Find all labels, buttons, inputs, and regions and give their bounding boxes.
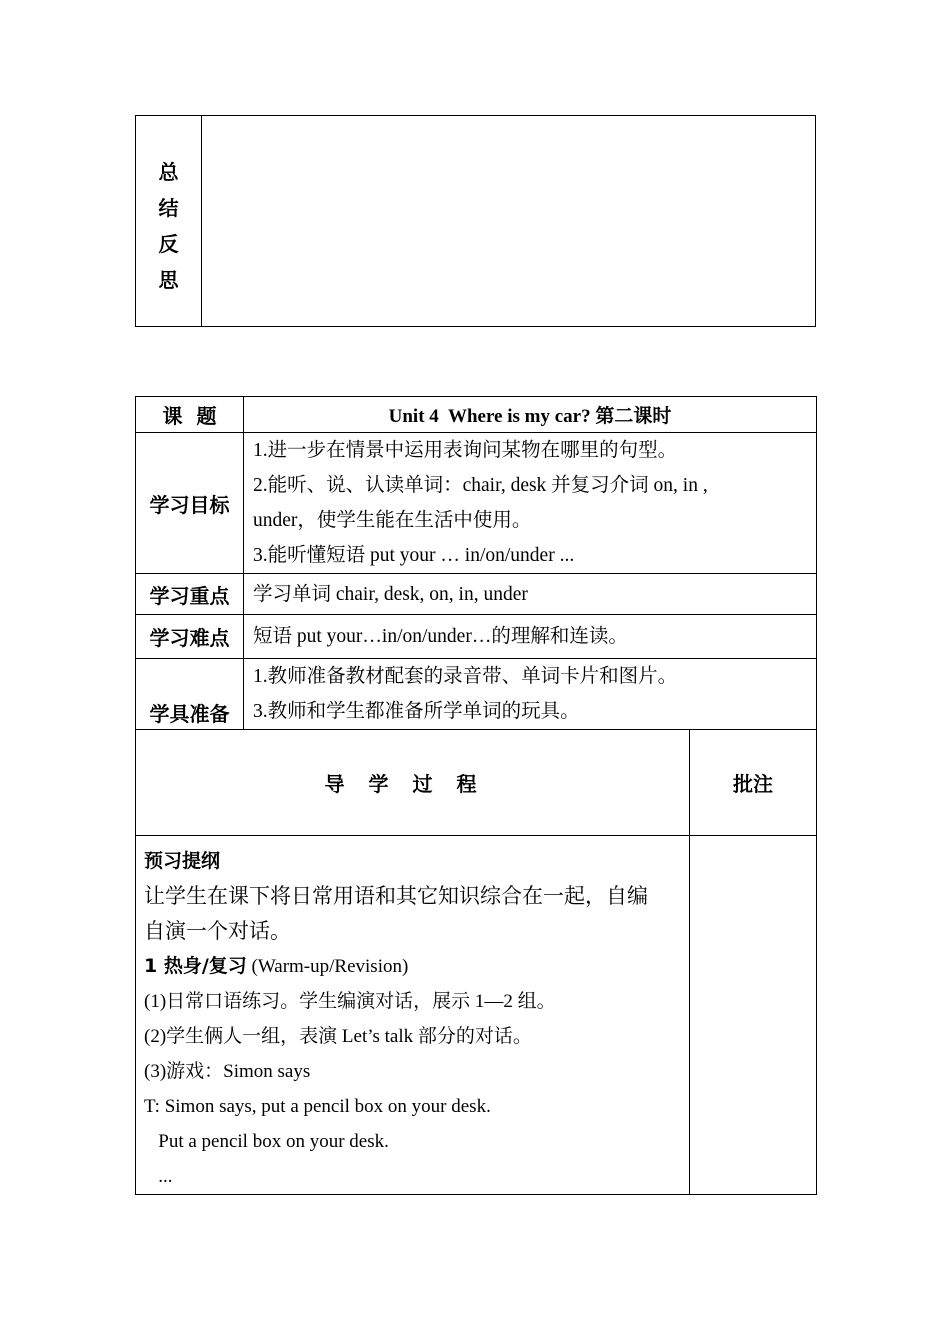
objective-line: 1.进一步在情景中运用表询问某物在哪里的句型。 xyxy=(253,440,678,461)
summary-label xyxy=(136,116,202,326)
objective-line: 2.能听、说、认读单词：chair, desk 并复习介词 on, in , xyxy=(253,475,708,496)
section1-heading-en: (Warm-up/Revision) xyxy=(246,956,409,977)
process-item: (1)日常口语练习。学生编演对话，展示 1—2 组。 xyxy=(144,991,556,1012)
process-item: (2)学生俩人一组，表演 Let’s talk 部分的对话。 xyxy=(144,1026,532,1047)
summary-content xyxy=(202,116,815,326)
difficulty-label: 学习难点 xyxy=(136,615,244,659)
materials-label: 学具准备 xyxy=(136,659,244,730)
materials-cell xyxy=(244,659,817,730)
objective-line: under，使学生能在生活中使用。 xyxy=(253,510,532,531)
process-item: (3)游戏：Simon says xyxy=(144,1061,311,1082)
summary-label-char: 结 xyxy=(158,196,179,220)
topic-title-zh: 第二课时 xyxy=(595,405,672,427)
material-line: 1.教师准备教材配套的录音带、单词卡片和图片。 xyxy=(253,666,678,687)
section1-heading xyxy=(144,949,681,984)
objectives-cell xyxy=(244,433,817,574)
preview-text: 自演一个对话。 xyxy=(144,919,291,943)
topic-label: 课 题 xyxy=(136,397,244,433)
section1-heading-zh: 1 热身/复习 xyxy=(144,955,247,977)
process-item: ... xyxy=(144,1166,173,1187)
process-item: Put a pencil box on your desk. xyxy=(144,1131,389,1152)
objective-line: 3.能听懂短语 put your … in/on/under ... xyxy=(253,545,575,566)
summary-table xyxy=(135,115,816,327)
material-line: 3.教师和学生都准备所学单词的玩具。 xyxy=(253,701,580,722)
preview-text: 让学生在课下将日常用语和其它知识综合在一起，自编 xyxy=(144,884,648,908)
topic-title xyxy=(244,397,817,433)
notes-body xyxy=(690,836,817,1195)
preview-heading: 预习提纲 xyxy=(144,850,221,872)
key-points: 学习单词 chair, desk, on, in, under xyxy=(244,574,817,615)
summary-label-char: 反 xyxy=(158,232,179,256)
lesson-table xyxy=(135,396,817,1195)
notes-heading: 批注 xyxy=(690,730,817,836)
objectives-label: 学习目标 xyxy=(136,433,244,574)
summary-label-char: 思 xyxy=(158,268,179,292)
process-item: T: Simon says, put a pencil box on your desk. xyxy=(144,1096,491,1117)
difficulty: 短语 put your…in/on/under…的理解和连读。 xyxy=(244,615,817,659)
summary-label-char: 总 xyxy=(158,160,179,184)
topic-title-en: Unit 4 Where is my car? xyxy=(388,406,591,427)
process-body xyxy=(136,836,690,1195)
process-heading: 导学过程 xyxy=(136,730,690,836)
key-points-label: 学习重点 xyxy=(136,574,244,615)
